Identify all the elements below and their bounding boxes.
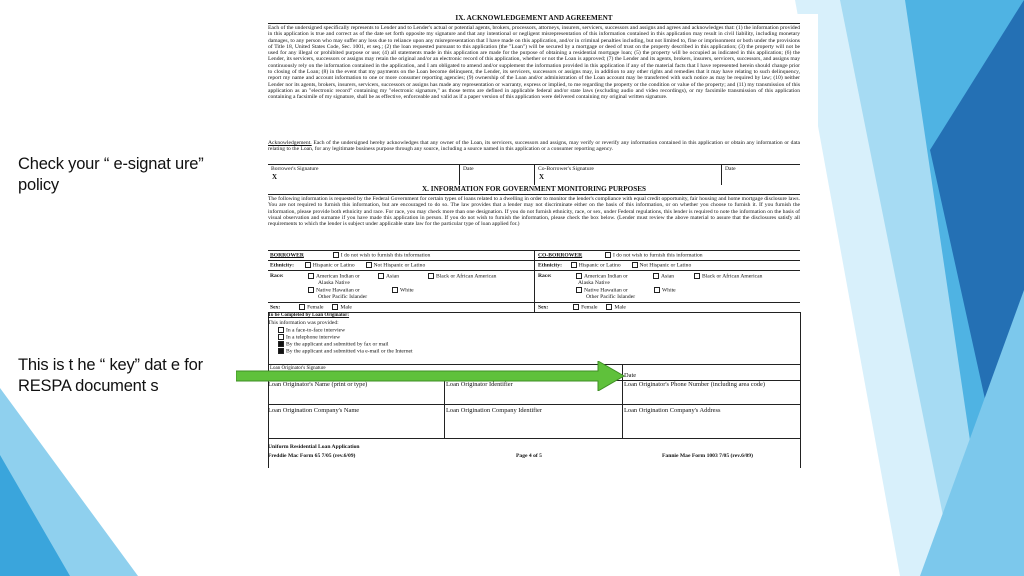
borrower-white-checkbox[interactable] — [392, 287, 398, 293]
borrower-race-label: Race: — [270, 273, 284, 279]
coborrower-male-checkbox[interactable] — [606, 304, 612, 310]
footer-form-left: Freddie Mac Form 65 7/05 (rev.6/09) — [268, 453, 356, 459]
borrower-black-checkbox[interactable] — [428, 273, 434, 279]
face-to-face-checkbox[interactable] — [278, 327, 284, 333]
borrower-signature-label: Borrower's Signature — [271, 166, 319, 172]
coborrower-female-checkbox[interactable] — [573, 304, 579, 310]
no-furnish-label: I do not wish to furnish this information — [340, 252, 431, 259]
coborrower-hawaiian-option — [576, 287, 628, 294]
white-label: White — [662, 287, 676, 294]
method-label: In a face-to-face interview — [286, 327, 346, 334]
alaska-native-label: Alaska Native — [318, 280, 350, 286]
acknowledgement-label: Acknowledgement. — [268, 140, 312, 146]
method-label: By the applicant and submitted by fax or mail — [286, 341, 389, 348]
lo-phone-label[interactable]: Loan Originator's Phone Number (including area code) — [624, 381, 765, 388]
borrower-sex-row — [270, 304, 352, 311]
provided-label: This information was provided: — [268, 320, 339, 326]
coborrower-black-checkbox[interactable] — [694, 273, 700, 279]
coborrower-asian-checkbox[interactable] — [653, 273, 659, 279]
acknowledgement-body: Each of the undersigned hereby acknowledges that any owner of the Loan, its servicers, successors and assigns, may verify or reverify any information contained in this application or obtain any information or data relating to the Loan, for any legitimate business purpose through any source, including a source named in this application or a consumer reporting agency. — [268, 140, 800, 153]
rule — [268, 270, 800, 271]
black-label: Black or African American — [702, 273, 763, 280]
acknowledgement-paragraph — [268, 140, 800, 154]
pacific-islander-label: Other Pacific Islander — [586, 294, 636, 300]
rule — [268, 260, 800, 261]
company-name-label[interactable]: Loan Origination Company's Name — [268, 407, 360, 414]
coborrower-ethnicity-row — [538, 262, 691, 269]
key-date-annotation — [18, 355, 203, 397]
hispanic-label: Hispanic or Latino — [312, 262, 355, 269]
method-label: By the applicant and submitted via e-mail or the Internet — [286, 348, 413, 355]
ethnicity-label: Ethnicity: — [270, 262, 294, 269]
borrower-date-cell[interactable] — [460, 165, 535, 185]
not-hispanic-label: Not Hispanic or Latino — [373, 262, 426, 269]
borrower-american-indian-checkbox[interactable] — [308, 273, 314, 279]
fax-mail-checkbox[interactable] — [278, 341, 284, 347]
coborrower-hispanic-checkbox[interactable] — [571, 262, 577, 268]
coborrower-american-indian-checkbox[interactable] — [576, 273, 582, 279]
borrower-asian-checkbox[interactable] — [378, 273, 384, 279]
coborrower-white-option — [654, 287, 676, 294]
footer-form-right: Fannie Mae Form 1003 7/05 (rev.6/09) — [662, 453, 753, 459]
borrower-black-option — [428, 273, 496, 280]
borrower-signature-cell[interactable] — [268, 165, 460, 185]
completed-by-label: To be Completed by Loan Originator: — [268, 313, 350, 318]
annotation-line: RESPA document s — [18, 377, 159, 395]
borrower-male-checkbox[interactable] — [332, 304, 338, 310]
lo-name-label[interactable]: Loan Originator's Name (print or type) — [268, 381, 368, 388]
company-identifier-label[interactable]: Loan Origination Company Identifier — [446, 407, 543, 414]
lo-signature-label: Loan Originator's Signature — [270, 366, 326, 371]
female-label: Female — [307, 304, 324, 311]
coborrower-race-label: Race: — [538, 273, 552, 279]
rule — [268, 23, 800, 24]
male-label: Male — [614, 304, 626, 311]
rule — [268, 404, 800, 405]
asian-label: Asian — [661, 273, 675, 280]
alaska-native-label: Alaska Native — [578, 280, 610, 286]
rule — [268, 438, 800, 439]
asian-label: Asian — [386, 273, 400, 280]
hispanic-label: Hispanic or Latino — [578, 262, 621, 269]
borrower-heading — [270, 252, 430, 259]
female-label: Female — [581, 304, 598, 311]
rule — [268, 302, 800, 303]
lo-date-label: Date — [624, 372, 637, 379]
borrower-hawaiian-option — [308, 287, 360, 294]
black-label: Black or African American — [436, 273, 497, 280]
coborrower-signature-cell[interactable] — [535, 165, 722, 185]
ethnicity-label: Ethnicity: — [538, 262, 562, 269]
coborrower-white-checkbox[interactable] — [654, 287, 660, 293]
not-hispanic-label: Not Hispanic or Latino — [639, 262, 692, 269]
borrower-white-option — [392, 287, 414, 294]
pacific-islander-label: Other Pacific Islander — [318, 294, 368, 300]
american-indian-label: American Indian or — [316, 273, 360, 280]
white-label: White — [400, 287, 414, 294]
coborrower-date-cell[interactable] — [722, 165, 800, 185]
footer-title: Uniform Residential Loan Application — [268, 444, 360, 450]
method-telephone — [278, 334, 340, 341]
date-label: Date — [463, 166, 474, 172]
company-address-label[interactable]: Loan Origination Company's Address — [624, 407, 721, 414]
borrower-label: BORROWER — [270, 252, 304, 259]
hawaiian-label: Native Hawaiian or — [316, 287, 360, 294]
internet-checkbox[interactable] — [278, 348, 284, 354]
loan-application-page — [256, 14, 818, 468]
section-9-title: IX. ACKNOWLEDGEMENT AND AGREEMENT — [455, 14, 613, 22]
borrower-female-checkbox[interactable] — [299, 304, 305, 310]
coborrower-american-indian-option — [576, 273, 628, 280]
rule — [268, 194, 800, 195]
section-10-title: X. INFORMATION FOR GOVERNMENT MONITORING PURPOSES — [268, 185, 800, 194]
section-9-body: Each of the undersigned specifically represents to Lender and to Lender's actual or potential agents, brokers, processors, attorneys, insurers, servicers, successors and assigns and agrees and acknowledges that: (1) the information provided in this application is true and correct as of the date set forth opposite my signature and that any intentional or negligent misrepresentation of this information contained in this application may result in civil liability, including monetary damages, to any person who may suffer any loss due to reliance upon any misrepresentation that I have made on this application, and/or in criminal penalties including, but not limited to, fine or imprisonment or both under the provisions of Title 18, United States Code, Sec. 1001, et seq.; (2) the loan requested pursuant to this application (the "Loan") will be secured by a mortgage or deed of trust on the property described in this application; (3) the property will not be used for any illegal or prohibited purpose or use; (4) all statements made in this application are made for the purpose of obtaining a residential mortgage loan; (5) the property will be occupied as indicated in this application; (6) the Lender, its servicers, successors or assigns may retain the original and/or an electronic record of this application, whether or not the Loan is approved; (7) the Lender and its agents, brokers, insurers, servicers, successors, and assigns may continuously rely on the information contained in the application, and I am obligated to amend and/or supplement the information provided in this application if any of the material facts that I have represented herein should change prior to closing of the Loan; (8) in the event that my payments on the Loan become delinquent, the Lender, its servicers, successors or assigns may, in addition to any other rights and remedies that it may have relating to such delinquency, report my name and account information to one or more consumer reporting agencies; (9) ownership of the Loan and/or administration of the Loan account may be transferred with such notice as may be required by law; (10) neither Lender nor its agents, brokers, insurers, servicers, successors or assigns has made any representation or warranty, express or implied, to me regarding the property or the condition or value of the property; and (11) my transmission of this application as an "electronic record" containing my "electronic signature," as those terms are defined in applicable federal and/or state laws (excluding audio and video recordings), or my facsimile transmission of this application containing a facsimile of my signature, shall be as effective, enforceable and valid as if a paper version of this application were delivered containing my original written signature. — [268, 25, 800, 101]
annotation-line: This is t he “ key” dat e for — [18, 356, 203, 374]
rule — [800, 312, 801, 468]
method-face-to-face — [278, 327, 345, 334]
section-10-body: The following information is requested by the Federal Government for certain types of loans related to a dwelling in order to monitor the lender's compliance with equal credit opportunity, fair housing and home mortgage disclosure laws. You are not required to furnish this information, but are encouraged to do so. The law provides that a lender may not discriminate either on the basis of this information, or on whether you choose to furnish it. If you furnish the information, please provide both ethnicity and race. For race, you may check more than one designation. If you do not furnish ethnicity, race, or sex, under Federal regulations, this lender is required to note the information on the basis of visual observation and surname if you have made this application in person. If you do not wish to furnish the information, please check the box below. (Lender must review the above material to assure that the disclosures satisfy all requirements to which the lender is subject under applicable state law for the particular type of loan applied for.) — [268, 196, 800, 228]
footer-page-number: Page 4 of 5 — [516, 453, 542, 459]
borrower-hawaiian-checkbox[interactable] — [308, 287, 314, 293]
coborrower-black-option — [694, 273, 762, 280]
method-fax-mail — [278, 341, 389, 348]
coborrower-sex-row — [538, 304, 626, 311]
borrower-no-furnish-checkbox[interactable] — [333, 252, 339, 258]
coborrower-asian-option — [653, 273, 674, 280]
signature-row — [268, 164, 800, 186]
sex-label: Sex: — [270, 304, 281, 311]
lo-identifier-label[interactable]: Loan Originator Identifier — [446, 381, 513, 388]
esignature-annotation — [18, 154, 204, 196]
annotation-line: Check your “ e-signat ure” — [18, 155, 204, 173]
borrower-not-hispanic-checkbox[interactable] — [366, 262, 372, 268]
coborrower-x-mark: X — [539, 173, 545, 181]
borrower-american-indian-option — [308, 273, 360, 280]
borrower-hispanic-checkbox[interactable] — [305, 262, 311, 268]
green-arrow-icon — [236, 361, 626, 391]
coborrower-not-hispanic-checkbox[interactable] — [632, 262, 638, 268]
method-label: In a telephone interview — [286, 334, 341, 341]
hawaiian-label: Native Hawaiian or — [584, 287, 628, 294]
annotation-line: policy — [18, 176, 59, 194]
telephone-checkbox[interactable] — [278, 334, 284, 340]
male-label: Male — [340, 304, 352, 311]
sex-label: Sex: — [538, 304, 549, 311]
borrower-x-mark: X — [272, 173, 278, 181]
date-label: Date — [725, 166, 736, 172]
coborrower-heading — [538, 252, 703, 259]
borrower-ethnicity-row — [270, 262, 425, 269]
method-internet — [278, 348, 413, 355]
coborrower-no-furnish-checkbox[interactable] — [605, 252, 611, 258]
coborrower-hawaiian-checkbox[interactable] — [576, 287, 582, 293]
american-indian-label: American Indian or — [584, 273, 628, 280]
no-furnish-label: I do not wish to furnish this information — [612, 252, 703, 259]
borrower-asian-option — [378, 273, 399, 280]
coborrower-label: CO-BORROWER — [538, 252, 583, 259]
coborrower-signature-label: Co-Borrower's Signature — [538, 166, 594, 172]
